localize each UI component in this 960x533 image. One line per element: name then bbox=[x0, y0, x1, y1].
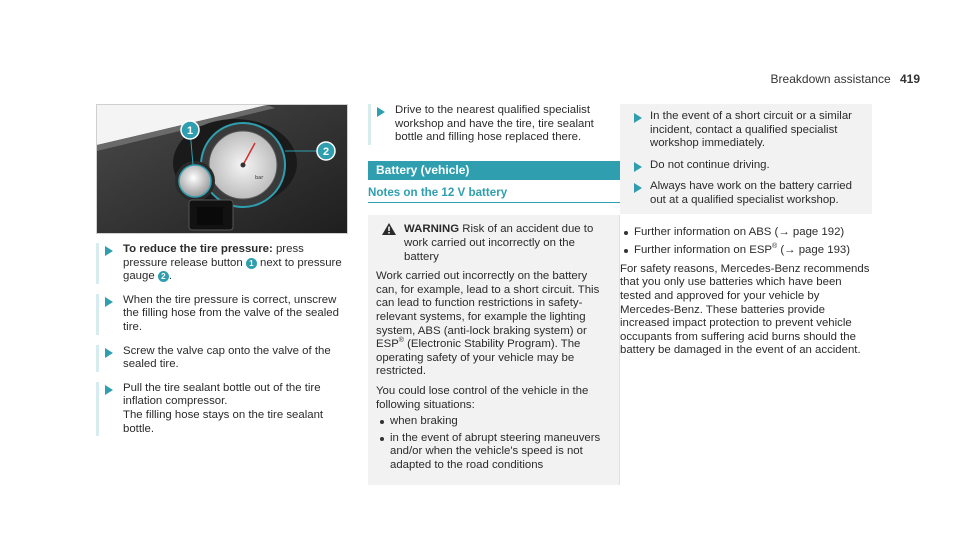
step-reduce-pressure bbox=[96, 243, 348, 284]
warning-paragraph: You could lose control of the vehicle in the following situations: bbox=[376, 384, 589, 411]
abs-info-link[interactable]: Further information on ABS (→ page 192) bbox=[620, 226, 872, 240]
info-list bbox=[620, 226, 872, 258]
step-arrow-icon bbox=[105, 348, 113, 358]
subsection-title: Notes on the 12 V battery bbox=[368, 186, 620, 204]
list-item: when braking bbox=[376, 415, 611, 429]
step-arrow-icon bbox=[105, 297, 113, 307]
gauge-unit-label: bar bbox=[255, 175, 264, 181]
warning-list bbox=[376, 415, 611, 472]
step-text: In the event of a short circuit or a similar incident, contact a qualified specialist workshop immediately. bbox=[650, 110, 852, 150]
warning-heading bbox=[376, 223, 611, 264]
warning-triangle-icon bbox=[382, 223, 396, 235]
warning-title-text: Risk of an accident due to work carried out incorrectly on the battery bbox=[404, 223, 594, 263]
section-title: Battery (vehicle) bbox=[368, 161, 620, 180]
step-pull-bottle bbox=[96, 382, 348, 436]
tire-compressor-figure bbox=[96, 104, 348, 234]
warning-paragraph: Work carried out incorrectly on the battery can, for example, lead to a short circuit. This can lead to function restrictions in safety-relevant systems, for example the lighting system, ABS (anti-lock braking system) or ESP® (Electronic Stability Program). The operating safety of your vehicle may be restricted. bbox=[376, 270, 600, 378]
step-text: Pull the tire sealant bottle out of the tire inflation compressor. bbox=[123, 381, 321, 408]
callout-1-label: 1 bbox=[186, 125, 194, 137]
step-do-not-drive bbox=[626, 159, 866, 173]
step-valve-cap bbox=[96, 345, 348, 372]
list-item: in the event of abrupt steering maneuvers and/or when the vehicle's speed is not adapted to the road conditions bbox=[376, 432, 611, 473]
step-heading: To reduce the tire pressure: bbox=[123, 243, 273, 255]
callout-1-ref-icon: 1 bbox=[246, 258, 257, 269]
step-text: . bbox=[168, 270, 173, 283]
page-number: 419 bbox=[899, 72, 920, 86]
column-3 bbox=[620, 104, 872, 358]
warning-label: WARNING bbox=[404, 223, 460, 236]
step-text: Always have work on the battery carried out at a qualified specialist workshop. bbox=[650, 180, 852, 206]
warning-box bbox=[368, 215, 620, 485]
arrow-right-icon: → bbox=[784, 244, 796, 257]
step-text: press pressure release button bbox=[123, 243, 304, 269]
section-name: Breakdown assistance bbox=[770, 72, 891, 86]
step-text: Do not continue driving. bbox=[650, 158, 770, 171]
page-header bbox=[771, 73, 920, 87]
step-short-circuit bbox=[626, 110, 866, 151]
step-arrow-icon bbox=[105, 385, 113, 395]
callout-2-label: 2 bbox=[322, 146, 330, 158]
step-arrow-icon bbox=[634, 183, 642, 193]
callout-2-ref-icon: 2 bbox=[158, 271, 169, 282]
column-2 bbox=[368, 104, 620, 485]
step-unscrew-hose bbox=[96, 294, 348, 335]
instruction-box bbox=[620, 104, 872, 214]
arrow-right-icon: → bbox=[778, 225, 790, 238]
step-text: The filling hose stays on the tire sealant bottle. bbox=[123, 408, 324, 435]
step-arrow-icon bbox=[634, 162, 642, 172]
step-arrow-icon bbox=[105, 246, 113, 256]
column-1 bbox=[96, 243, 348, 446]
step-drive-to-workshop bbox=[368, 104, 620, 145]
step-text: Drive to the nearest qualified specialist workshop and have the tire, tire sealant bottle and filling hose replaced there. bbox=[395, 104, 594, 144]
step-text: next to pressure gauge bbox=[123, 256, 342, 283]
esp-info-link[interactable]: Further information on ESP® (→ page 193) bbox=[620, 244, 872, 258]
step-arrow-icon bbox=[377, 107, 385, 117]
step-text: When the tire pressure is correct, unscrew the filling hose from the valve of the sealed tire. bbox=[123, 293, 339, 333]
compressor-illustration bbox=[97, 105, 348, 234]
step-workshop bbox=[626, 180, 866, 207]
step-arrow-icon bbox=[634, 113, 642, 123]
battery-recommendation-paragraph: For safety reasons, Mercedes-Benz recommends that you only use batteries which have been tested and approved for your vehicle by Mercedes-Benz. These batteries provide increased impact protection to prevent vehicle occupants from suffering acid burns should the battery be damaged in the event of an accident. bbox=[620, 262, 870, 357]
step-text: Screw the valve cap onto the valve of the sealed tire. bbox=[123, 344, 331, 371]
